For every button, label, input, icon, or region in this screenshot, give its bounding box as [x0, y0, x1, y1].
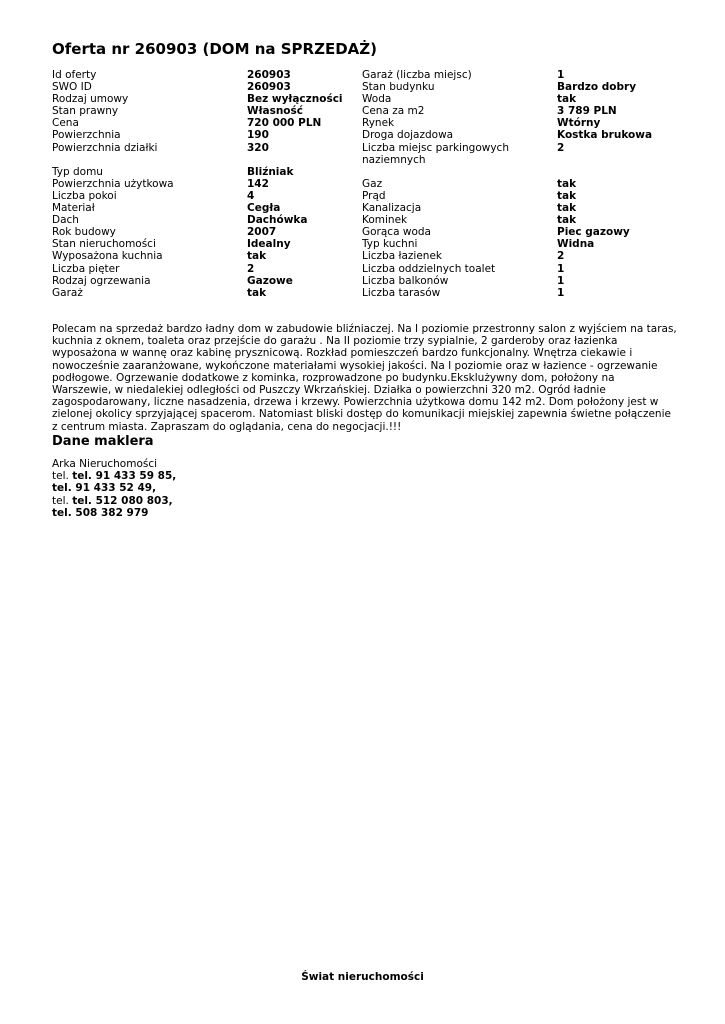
- detail-label: Liczba balkonów: [362, 274, 449, 287]
- detail-label: Garaż: [52, 286, 83, 299]
- detail-value: tak: [557, 202, 577, 215]
- detail-label: Typ kuchni: [362, 238, 418, 251]
- detail-value: Własność: [247, 105, 303, 118]
- detail-value: Bardzo dobry: [557, 81, 637, 94]
- detail-value: tak: [557, 214, 577, 227]
- detail-value: 1: [557, 69, 565, 81]
- detail-label: Liczba miejsc parkingowych naziemnych: [362, 141, 509, 166]
- detail-value: 1: [557, 262, 565, 275]
- detail-value: 190: [247, 129, 269, 142]
- detail-value: tak: [557, 189, 577, 202]
- details-row: [52, 93, 672, 105]
- detail-value: Dachówka: [247, 214, 308, 227]
- detail-label: Gorąca woda: [362, 226, 431, 239]
- details-row: [52, 166, 672, 178]
- detail-label: Liczba oddzielnych toalet: [362, 262, 496, 275]
- agent-phone-line-1: [52, 470, 176, 482]
- detail-label: Materiał: [52, 202, 95, 215]
- property-details-table: [52, 69, 672, 299]
- detail-label: Stan budynku: [362, 81, 435, 94]
- detail-value: Wtórny: [557, 117, 601, 130]
- detail-value: tak: [557, 93, 577, 106]
- detail-label: Cena za m2: [362, 105, 425, 118]
- detail-value: 142: [247, 177, 269, 190]
- details-row: [52, 263, 672, 275]
- details-row: [52, 142, 672, 166]
- detail-value: [557, 166, 672, 178]
- detail-value: 320: [247, 141, 269, 154]
- detail-label: [362, 166, 557, 178]
- detail-value: 260903: [247, 81, 291, 94]
- detail-label: Garaż (liczba miejsc): [362, 69, 472, 81]
- detail-value: tak: [247, 250, 267, 263]
- details-row: [52, 105, 672, 117]
- detail-value: tak: [557, 177, 577, 190]
- detail-value: 2: [557, 141, 565, 154]
- detail-label: Prąd: [362, 189, 386, 202]
- detail-value: 720 000 PLN: [247, 117, 322, 130]
- details-row: [52, 178, 672, 190]
- details-row: [52, 117, 672, 129]
- detail-value: Piec gazowy: [557, 226, 630, 239]
- detail-value: Gazowe: [247, 274, 293, 287]
- detail-value: tak: [247, 286, 267, 299]
- tel-prefix: tel.: [52, 470, 69, 483]
- agent-phone-2: tel. 91 433 52 49,: [52, 482, 157, 495]
- detail-label: SWO ID: [52, 81, 92, 94]
- agent-heading: Dane maklera: [52, 434, 154, 449]
- details-row: [52, 214, 672, 226]
- agent-phone-line-3: [52, 495, 176, 507]
- detail-value: Cegła: [247, 202, 281, 215]
- details-row: [52, 287, 672, 299]
- detail-value: 2: [557, 250, 565, 263]
- agent-phone-1: tel. 91 433 59 85,: [72, 470, 177, 483]
- detail-label: Stan prawny: [52, 105, 119, 118]
- agent-contact: [52, 458, 176, 519]
- details-row: [52, 81, 672, 93]
- tel-prefix-2: tel.: [52, 494, 69, 507]
- detail-value: 260903: [247, 69, 291, 81]
- details-row: [52, 190, 672, 202]
- property-description: Polecam na sprzedaż bardzo ładny dom w zabudowie bliźniaczej. Na I poziomie przestronny salon z wyjściem na taras, kuchnia z oknem, toaleta oraz przejście do garażu . Na II poziomie trzy sypialnie, 2 garderoby oraz łazienka wyposażona w wannę oraz kabinę prysznicową. Rozkład pomieszczeń bardzo funkcjonalny. Wnętrza ciekawie i nowocześnie zaaranżowane, wykończone materiałami wysokiej jakości. Na I poziomie oraz w łazience - ogrzewanie podłogowe. Ogrzewanie dodatkowe z kominka, rozprowadzone po budynku.Eksklużywny dom, położony na Warszewie, w niedalekiej odległości od Puszczy Wkrzańskiej. Działka o powierzchni 320 m2. Ogród ładnie zagospodarowany, liczne nasadzenia, drzewa i krzewy. Powierzchnia użytkowa domu 142 m2. Dom położony jest w zielonej okolicy sprzyjającej spacerom. Natomiast bliski dostęp do komunikacji miejskiej zapewnia świetne połączenie z centrum miasta. Zapraszam do oglądania, cena do negocjacji.!!!: [52, 323, 677, 433]
- detail-label: Powierzchnia działki: [52, 141, 158, 154]
- detail-label: Rynek: [362, 117, 395, 130]
- detail-value: 2007: [247, 226, 277, 239]
- page-title: Oferta nr 260903 (DOM na SPRZEDAŻ): [52, 40, 377, 58]
- details-row: [52, 202, 672, 214]
- detail-label: Liczba łazienek: [362, 250, 442, 263]
- detail-value: 1: [557, 286, 565, 299]
- detail-label: Powierzchnia użytkowa: [52, 177, 174, 190]
- detail-label: Rok budowy: [52, 226, 116, 239]
- detail-value: Kostka brukowa: [557, 129, 653, 142]
- detail-value: 2: [247, 262, 255, 275]
- property-details-body: [52, 69, 672, 299]
- detail-label: Kanalizacja: [362, 202, 422, 215]
- footer-brand: Świat nieruchomości: [301, 971, 424, 983]
- detail-value: 1: [557, 274, 565, 287]
- details-row: [52, 250, 672, 262]
- detail-label: Woda: [362, 93, 392, 106]
- detail-label: Liczba pokoi: [52, 189, 117, 202]
- detail-value: 4: [247, 189, 255, 202]
- detail-value: Widna: [557, 238, 595, 251]
- detail-label: Kominek: [362, 214, 408, 227]
- detail-label: Liczba tarasów: [362, 286, 441, 299]
- details-row: [52, 69, 672, 81]
- detail-value: Bez wyłączności: [247, 93, 343, 106]
- details-row: [52, 275, 672, 287]
- detail-label: Dach: [52, 214, 79, 227]
- details-row: [52, 226, 672, 238]
- detail-value: Idealny: [247, 238, 291, 251]
- detail-value: Bliźniak: [247, 165, 294, 178]
- agent-phone-4: tel. 508 382 979: [52, 506, 149, 519]
- details-row: [52, 238, 672, 250]
- detail-label: Stan nieruchomości: [52, 238, 156, 251]
- detail-label: Rodzaj ogrzewania: [52, 274, 151, 287]
- agent-name: Arka Nieruchomości: [52, 458, 158, 470]
- detail-label: Droga dojazdowa: [362, 129, 454, 142]
- detail-label: Liczba pięter: [52, 262, 120, 275]
- detail-label: Cena: [52, 117, 79, 130]
- detail-label: Gaz: [362, 177, 383, 190]
- detail-label: Rodzaj umowy: [52, 93, 129, 106]
- detail-label: Typ domu: [52, 165, 103, 178]
- detail-value: 3 789 PLN: [557, 105, 617, 118]
- detail-label: Wyposażona kuchnia: [52, 250, 163, 263]
- agent-phone-3: tel. 512 080 803,: [72, 494, 173, 507]
- detail-label: Id oferty: [52, 69, 97, 81]
- detail-label: Powierzchnia: [52, 129, 121, 142]
- details-row: [52, 129, 672, 141]
